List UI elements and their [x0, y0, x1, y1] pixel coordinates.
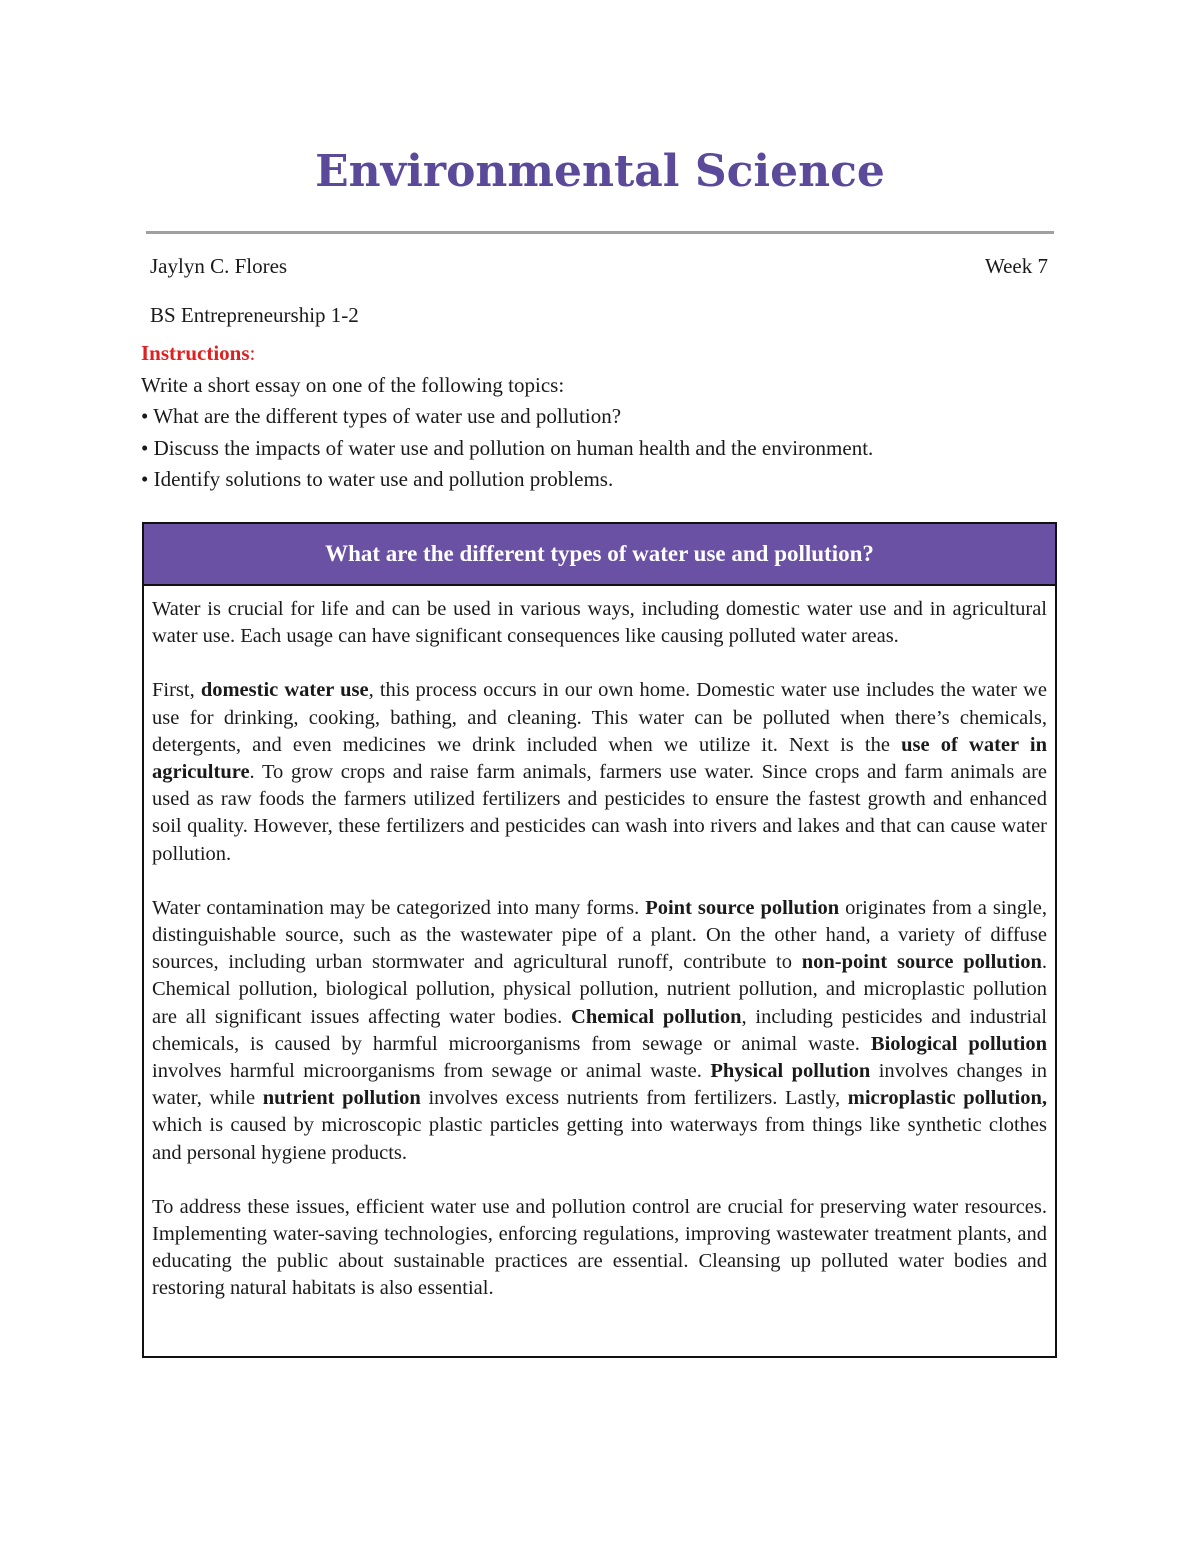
- instructions-colon: :: [249, 341, 256, 365]
- instructions-topic: • Discuss the impacts of water use and pollution on human health and the environment.: [141, 435, 874, 460]
- bold-term: nutrient pollution: [262, 1087, 421, 1110]
- text-run: , including pesticides and industrial chemicals, is caused by harmful microorganisms from sewage or animal waste.: [152, 1005, 1047, 1055]
- bold-term: Physical pollution: [710, 1060, 871, 1083]
- bold-term: Biological pollution: [870, 1032, 1048, 1055]
- bold-term: Chemical pollution: [571, 1005, 742, 1028]
- bold-term: domestic water use: [200, 679, 369, 702]
- instructions-intro: Write a short essay on one of the following topics:: [141, 372, 565, 397]
- instructions-topic: • What are the different types of water use and pollution?: [141, 404, 622, 428]
- essay-box: [142, 522, 1057, 1358]
- text-run: involves harmful microorganisms from sewage or animal waste.: [152, 1060, 711, 1083]
- text-run: First,: [152, 679, 201, 702]
- program-label: BS Entrepreneurship 1-2: [150, 303, 359, 327]
- text-run: . To grow crops and raise farm animals, farmers use water. Since crops and farm animals are used as raw foods the farmers utilized fertilizers and pesticides to ensure the fastest growth and enhanced soil quality. However, these fertilizers and pesticides can wash into rivers and lakes and that can cause water pollution.: [152, 761, 1047, 865]
- text-run: Water contamination may be categorized into many forms.: [152, 896, 646, 919]
- text-run: , this process occurs in our own home. Domestic water use includes the water we use for drinking, cooking, bathing, and cleaning. This water can be polluted when there’s chemicals, detergents, and even medicines we drink included when we utilize it. Next is the: [152, 679, 1047, 756]
- text-run: involves excess nutrients from fertilizers. Lastly,: [420, 1087, 848, 1110]
- week-label: Week 7: [984, 254, 1048, 278]
- essay-heading: What are the different types of water use and pollution?: [144, 524, 1055, 586]
- instructions-label: Instructions: [141, 341, 250, 365]
- essay-paragraph-4: To address these issues, efficient water use and pollution control are crucial for preserving water resources. Implementing water-saving technologies, enforcing regulations, improving wastewater treatment plants, and educating the public about sustainable practices are essential. Cleansing up polluted water bodies and restoring natural habitats is also essential.: [152, 1195, 1047, 1300]
- bold-term: microplastic pollution,: [847, 1087, 1047, 1110]
- student-name: Jaylyn C. Flores: [150, 254, 288, 278]
- bold-term: use of water in agriculture: [152, 733, 1047, 784]
- title-divider: [146, 231, 1054, 234]
- text-run: . Chemical pollution, biological pollution, physical pollution, nutrient pollution, and microplastic pollution are all significant issues affecting water bodies.: [152, 951, 1047, 1028]
- text-run: which is caused by microscopic plastic particles getting into waterways from things like synthetic clothes and personal hygiene products.: [152, 1114, 1047, 1164]
- essay-paragraph-3: [152, 895, 1047, 1167]
- essay-body: [144, 586, 1055, 1303]
- instructions-heading: [141, 338, 1061, 370]
- document-title: Environmental Science: [315, 146, 885, 197]
- bold-term: non-point source pollution: [801, 951, 1042, 974]
- essay-paragraph-1: Water is crucial for life and can be used in various ways, including domestic water use and in agricultural water use. Each usage can have significant consequences like causing polluted water areas.: [152, 598, 1047, 648]
- header-meta-row: [150, 254, 1048, 279]
- essay-paragraph-2: [152, 677, 1047, 867]
- instructions-section: [141, 338, 1061, 496]
- text-run: originates from a single, distinguishable source, such as the wastewater pipe of a plant. On the other hand, a variety of diffuse sources, including urban stormwater and agricultural runoff, contribute to: [152, 896, 1047, 974]
- text-run: involves changes in water, while: [152, 1060, 1047, 1110]
- instructions-topic: • Identify solutions to water use and pollution problems.: [141, 467, 614, 491]
- bold-term: Point source pollution: [645, 896, 840, 919]
